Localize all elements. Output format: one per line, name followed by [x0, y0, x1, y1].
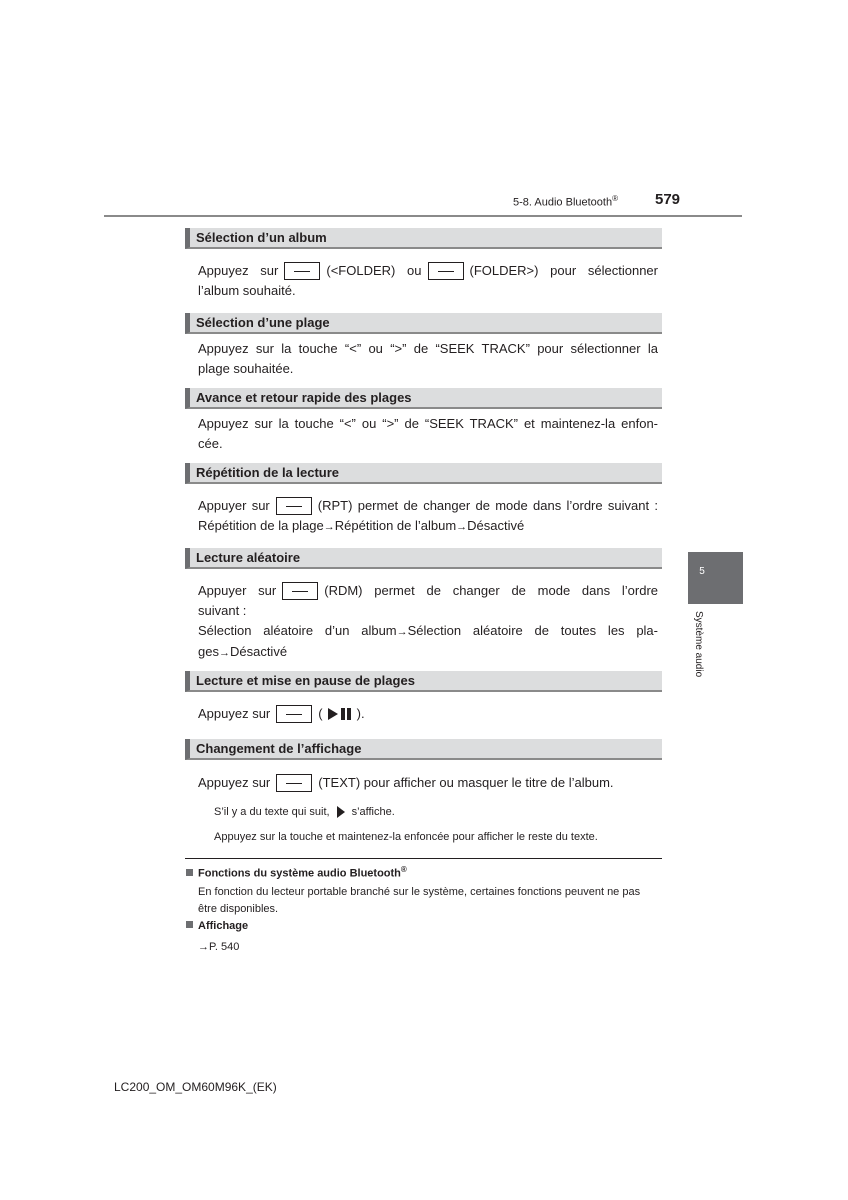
body-text: Appuyez sur — [198, 775, 271, 790]
section-heading-album: Sélection d’un album — [185, 228, 662, 249]
body-line: plage souhaitée. — [198, 361, 294, 376]
right-triangle-icon — [336, 805, 346, 819]
square-bullet-icon — [186, 921, 193, 928]
document-code: LC200_OM_OM60M96K_(EK) — [114, 1080, 277, 1094]
folder-up-button-icon — [428, 262, 464, 280]
footnote-title-display — [186, 920, 248, 932]
arrow-icon: → — [456, 521, 468, 533]
arrow-icon: → — [396, 626, 408, 638]
body-text: (FOLDER>) pour sélectionner — [469, 263, 658, 278]
section-heading-random: Lecture aléatoire — [185, 548, 662, 569]
arrow-icon: → — [218, 647, 230, 659]
body-text: Appuyez sur — [198, 263, 279, 278]
section-body-display — [198, 773, 658, 793]
header-section-title: 5-8. Audio Bluetooth — [513, 196, 613, 209]
body-text: Répétition de l’album — [334, 518, 457, 533]
running-header — [513, 194, 618, 209]
body-line — [198, 621, 658, 642]
section-body-repeat — [198, 496, 658, 537]
body-line — [198, 516, 658, 537]
footnote-title-bluetooth — [186, 865, 407, 880]
header-rule — [104, 215, 742, 217]
body-text: Désactivé — [229, 644, 288, 659]
body-text: Appuyez sur — [198, 706, 271, 721]
note-more-text — [214, 804, 395, 820]
header-reg-mark: ® — [612, 194, 618, 203]
page-reference: P. 540 — [209, 941, 240, 953]
body-text: Sélection aléatoire de toutes les pla- — [407, 623, 658, 638]
body-text: Appuyer sur — [198, 583, 277, 598]
footnote-reg-mark: ® — [400, 865, 407, 874]
body-line — [198, 773, 658, 793]
section-heading-repeat: Répétition de la lecture — [185, 463, 662, 484]
body-line: Appuyez sur la touche “<” ou “>” de “SEEK TRACK” pour sélectionner la — [198, 341, 658, 356]
section-heading-fast-forward: Avance et retour rapide des plages — [185, 388, 662, 409]
section-body-fast-forward — [198, 414, 658, 454]
body-text: ges — [198, 644, 219, 659]
rpt-button-icon — [276, 497, 312, 515]
body-text: ( — [318, 706, 323, 721]
play-pause-icon — [327, 707, 353, 721]
arrow-icon: → — [323, 521, 335, 533]
note-hold-button: Appuyez sur la touche et maintenez-la enfoncée pour afficher le reste du texte. — [214, 831, 598, 843]
text-button-icon — [276, 774, 312, 792]
chapter-number: 5 — [699, 566, 705, 577]
body-line: suivant : — [198, 603, 247, 618]
body-text: ). — [356, 706, 365, 721]
play-pause-button-icon — [276, 705, 312, 723]
body-line: cée. — [198, 436, 223, 451]
body-text: (<FOLDER) ou — [326, 263, 422, 278]
square-bullet-icon — [186, 869, 193, 876]
body-line: l’album souhaité. — [198, 283, 296, 298]
section-body-random — [198, 581, 658, 663]
section-body-track — [198, 339, 658, 379]
footnote-title-text: Affichage — [198, 920, 249, 932]
rdm-button-icon — [282, 582, 318, 600]
body-text: (TEXT) pour afficher ou masquer le titre de l’album. — [318, 775, 614, 790]
page-number: 579 — [655, 191, 681, 208]
chapter-label: Système audio — [693, 611, 704, 678]
body-line: Appuyez sur la touche “<” ou “>” de “SEEK TRACK” et maintenez-la enfon- — [198, 416, 658, 431]
body-text: Désactivé — [467, 518, 525, 533]
section-heading-track: Sélection d’une plage — [185, 313, 662, 334]
chapter-tab — [688, 552, 743, 604]
note-text: S’il y a du texte qui suit, — [214, 806, 330, 818]
body-text: Appuyer sur — [198, 498, 270, 513]
body-text: Sélection aléatoire d’un album — [198, 623, 397, 638]
section-heading-display: Changement de l’affichage — [185, 739, 662, 760]
note-text: s’affiche. — [351, 806, 395, 818]
body-text: (RDM) permet de changer de mode dans l’ordre — [324, 583, 659, 598]
section-heading-play-pause: Lecture et mise en pause de plages — [185, 671, 662, 692]
body-line — [198, 581, 658, 601]
footnote-text-display — [198, 939, 660, 956]
arrow-icon: → — [198, 941, 209, 953]
section-body-album — [198, 261, 658, 301]
footnote-text-bluetooth: En fonction du lecteur portable branché sur le système, certaines fonctions peuvent ne pas être disponibles. — [198, 886, 641, 915]
body-line — [198, 642, 658, 663]
body-line — [198, 704, 658, 724]
folder-down-button-icon — [284, 262, 320, 280]
body-line — [198, 496, 658, 516]
body-line — [198, 261, 658, 281]
footnote-title-text: Fonctions du système audio Bluetooth — [198, 867, 401, 880]
footnote-rule — [185, 858, 662, 859]
body-text: (RPT) permet de changer de mode dans l’ordre suivant : — [317, 498, 658, 513]
section-body-play-pause — [198, 704, 658, 724]
body-text: Répétition de la plage — [198, 518, 324, 533]
